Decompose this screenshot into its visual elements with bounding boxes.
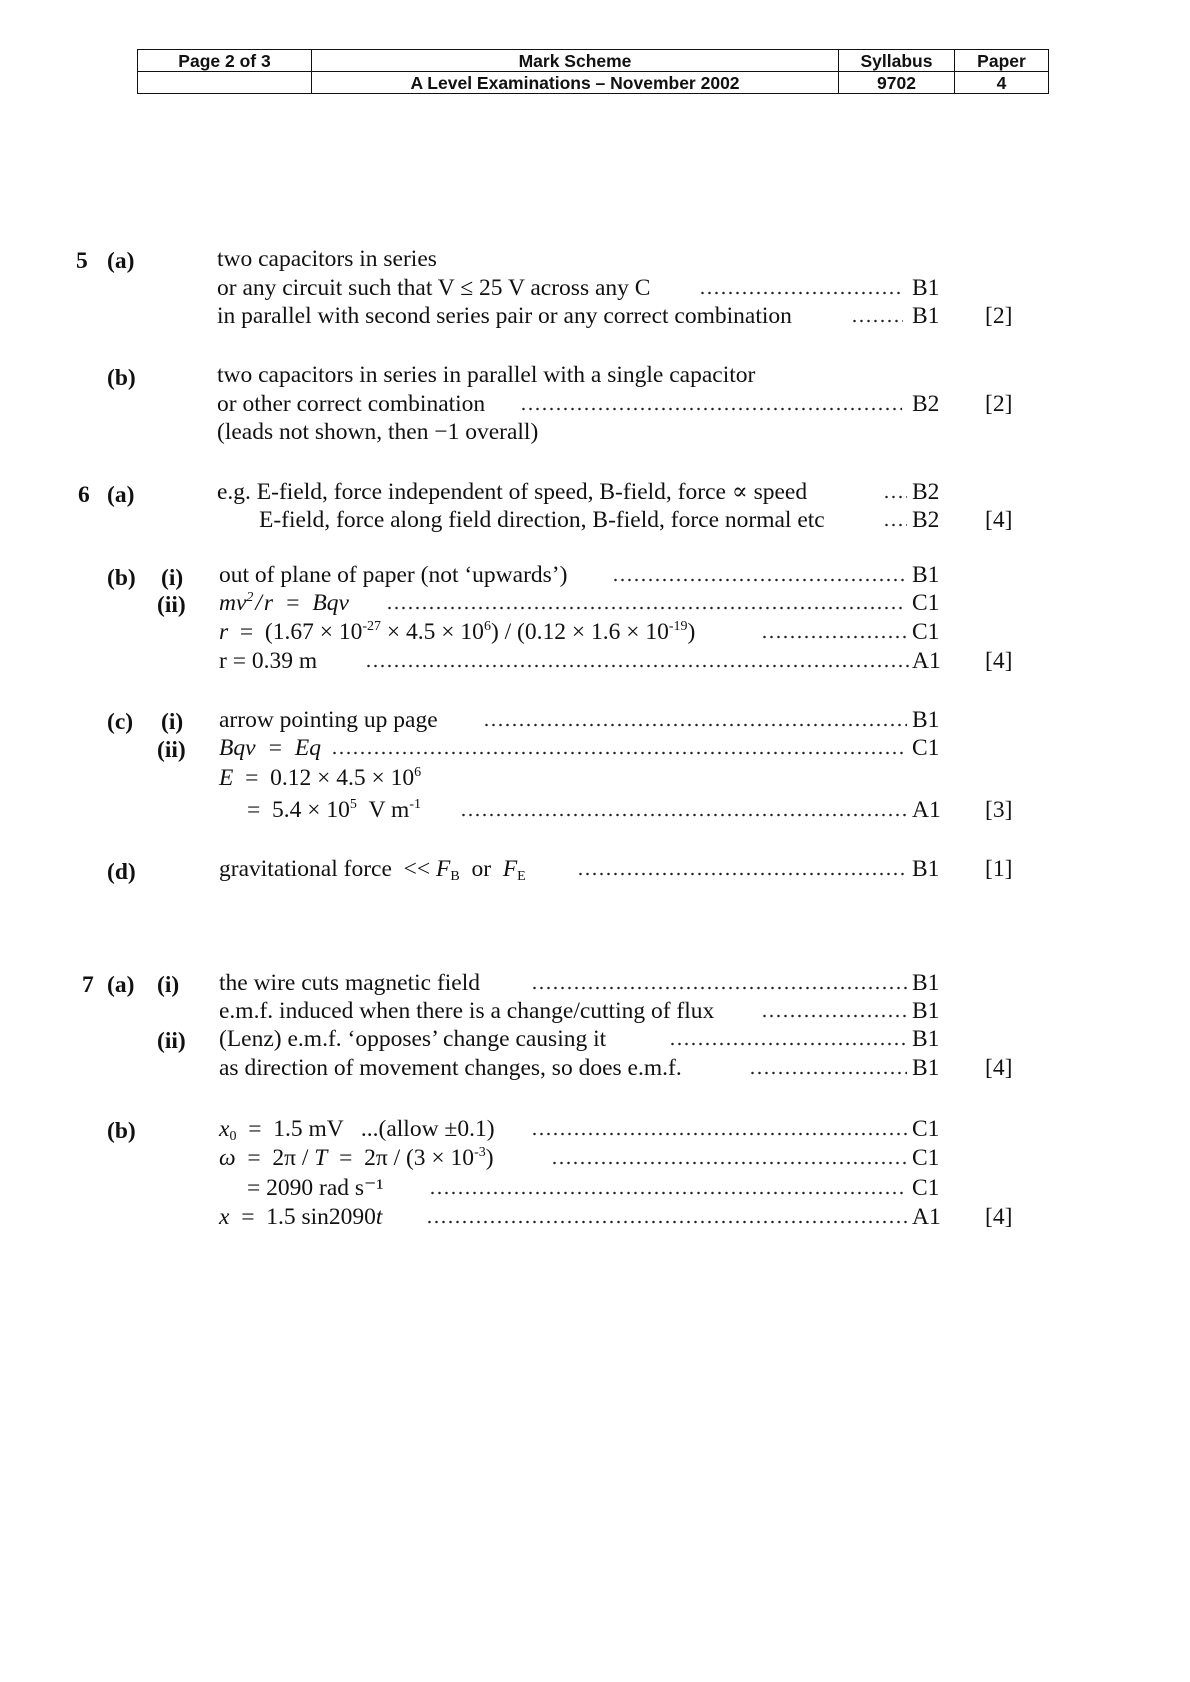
leader-dots [365, 663, 911, 669]
answer-line: the wire cuts magnetic field [219, 970, 481, 996]
mark-code: B2 [912, 479, 940, 505]
answer-line: or other correct combination [217, 391, 486, 417]
leader-dots [426, 1219, 907, 1225]
leader-dots [429, 1190, 907, 1196]
leader-dots [460, 812, 906, 818]
mark-code: B2 [912, 507, 940, 533]
question-number: 7 [82, 972, 94, 998]
part-label: (b) [107, 565, 136, 591]
leader-dots [851, 318, 903, 324]
mark-code: B2 [912, 391, 940, 417]
formula-line: $E = 0.12 \times 4.5 \times 10^6$ [219, 765, 422, 791]
answer-line: two capacitors in series [217, 246, 437, 272]
leader-dots [531, 1131, 907, 1137]
answer-line: as direction of movement changes, so does e.m.f. [219, 1055, 682, 1081]
part-label: (d) [107, 859, 136, 885]
part-label: (c) [107, 709, 134, 735]
part-label: (b) [107, 365, 136, 391]
formula-line: x = 1.5 sin2090t [219, 1204, 383, 1230]
subpart-label: (ii) [157, 1028, 186, 1054]
leader-dots [386, 605, 906, 611]
answer-line: arrow pointing up page [219, 707, 438, 733]
part-total: [2] [985, 391, 1013, 417]
part-total: [4] [985, 648, 1013, 674]
syllabus-label: Syllabus [839, 50, 955, 72]
part-total: [1] [985, 856, 1013, 882]
answer-line: two capacitors in series in parallel with a single capacitor [217, 362, 756, 388]
paper-label: Paper [955, 50, 1049, 72]
formula-line: = $5.4 \times 10^5$ V $m^{-1}$ [247, 797, 422, 823]
leader-dots [483, 722, 907, 728]
part-total: [4] [985, 1055, 1013, 1081]
part-total: [4] [985, 507, 1013, 533]
answer-line: in parallel with second series pair or any correct combination [217, 303, 792, 329]
leader-dots [761, 634, 907, 640]
mark-code: B1 [912, 562, 940, 588]
mark-code: B1 [912, 1055, 940, 1081]
subpart-label: (ii) [157, 737, 186, 763]
question-number: 5 [76, 248, 88, 274]
answer-line: e.m.f. induced when there is a change/cutting of flux [219, 998, 715, 1024]
question-number: 6 [78, 482, 90, 508]
mark-code: B1 [912, 275, 940, 301]
answer-line: e.g. E-field, force independent of speed, B-field, force ∝ speed [217, 479, 808, 505]
mark-code: A1 [912, 648, 941, 674]
mark-code: C1 [912, 1116, 940, 1142]
mark-code: B1 [912, 998, 940, 1024]
mark-code: C1 [912, 619, 940, 645]
subpart-label: (i) [161, 565, 184, 591]
answer-line: (Lenz) e.m.f. ‘opposes’ change causing it [219, 1026, 607, 1052]
mark-code: C1 [912, 1145, 940, 1171]
leader-dots [699, 290, 901, 296]
leader-dots [577, 871, 907, 877]
leader-dots [551, 1160, 907, 1166]
leader-dots [531, 985, 907, 991]
header-table [137, 49, 1049, 94]
part-total: [3] [985, 797, 1013, 823]
formula-line: $x_0 = 1.5$ mV ...(allow ±0.1) [219, 1116, 495, 1144]
leader-dots [749, 1070, 907, 1076]
leader-dots [612, 577, 906, 583]
mark-code: B1 [912, 970, 940, 996]
mark-code: C1 [912, 1175, 940, 1201]
leader-dots [520, 406, 902, 412]
formula-line: Bqv = Eq [219, 735, 321, 761]
part-label: (a) [107, 972, 135, 998]
mark-code: A1 [912, 797, 941, 823]
answer-line: (leads not shown, then −1 overall) [217, 419, 539, 445]
answer-line: or any circuit such that V ≤ 25 V across any C [217, 275, 651, 301]
leader-dots [883, 494, 907, 500]
mark-code: B1 [912, 707, 940, 733]
formula-line: $r = (1.67 \times 10^{-27} \times 4.5 \times 10^6) / (0.12 \times 1.6 \times 10^{-19})$ [219, 619, 696, 645]
subpart-label: (ii) [157, 592, 186, 618]
formula-line: = 2090 rad s⁻¹ [247, 1175, 384, 1201]
document-title: Mark Scheme [312, 50, 839, 72]
mark-code: B1 [912, 856, 940, 882]
document-subtitle: A Level Examinations – November 2002 [312, 72, 839, 94]
leader-dots [331, 750, 907, 756]
syllabus-value: 9702 [839, 72, 955, 94]
mark-code: B1 [912, 303, 940, 329]
header-blank-cell [138, 72, 312, 94]
leader-dots [669, 1041, 907, 1047]
formula-line: $mv^2$ / r = Bqv [219, 590, 349, 616]
leader-dots [761, 1013, 907, 1019]
part-label: (a) [107, 482, 135, 508]
subpart-label: (i) [157, 972, 180, 998]
page-number: Page 2 of 3 [138, 50, 312, 72]
part-label: (b) [107, 1118, 136, 1144]
part-total: [2] [985, 303, 1013, 329]
answer-line: out of plane of paper (not ‘upwards’) [219, 562, 568, 588]
answer-line: E-field, force along field direction, B-field, force normal etc [259, 507, 825, 533]
leader-dots [883, 522, 907, 528]
answer-line: r = 0.39 m [219, 648, 318, 674]
paper-value: 4 [955, 72, 1049, 94]
formula-line: $\omega = 2\pi / T = 2\pi / (3 \times 10^{-3})$ [219, 1145, 494, 1171]
subpart-label: (i) [161, 709, 184, 735]
formula-line: gravitational force << $F_B$ or $F_E$ [219, 856, 526, 884]
part-label: (a) [107, 248, 135, 274]
mark-code: C1 [912, 735, 940, 761]
mark-code: A1 [912, 1204, 941, 1230]
mark-code: C1 [912, 590, 940, 616]
part-total: [4] [985, 1204, 1013, 1230]
mark-code: B1 [912, 1026, 940, 1052]
